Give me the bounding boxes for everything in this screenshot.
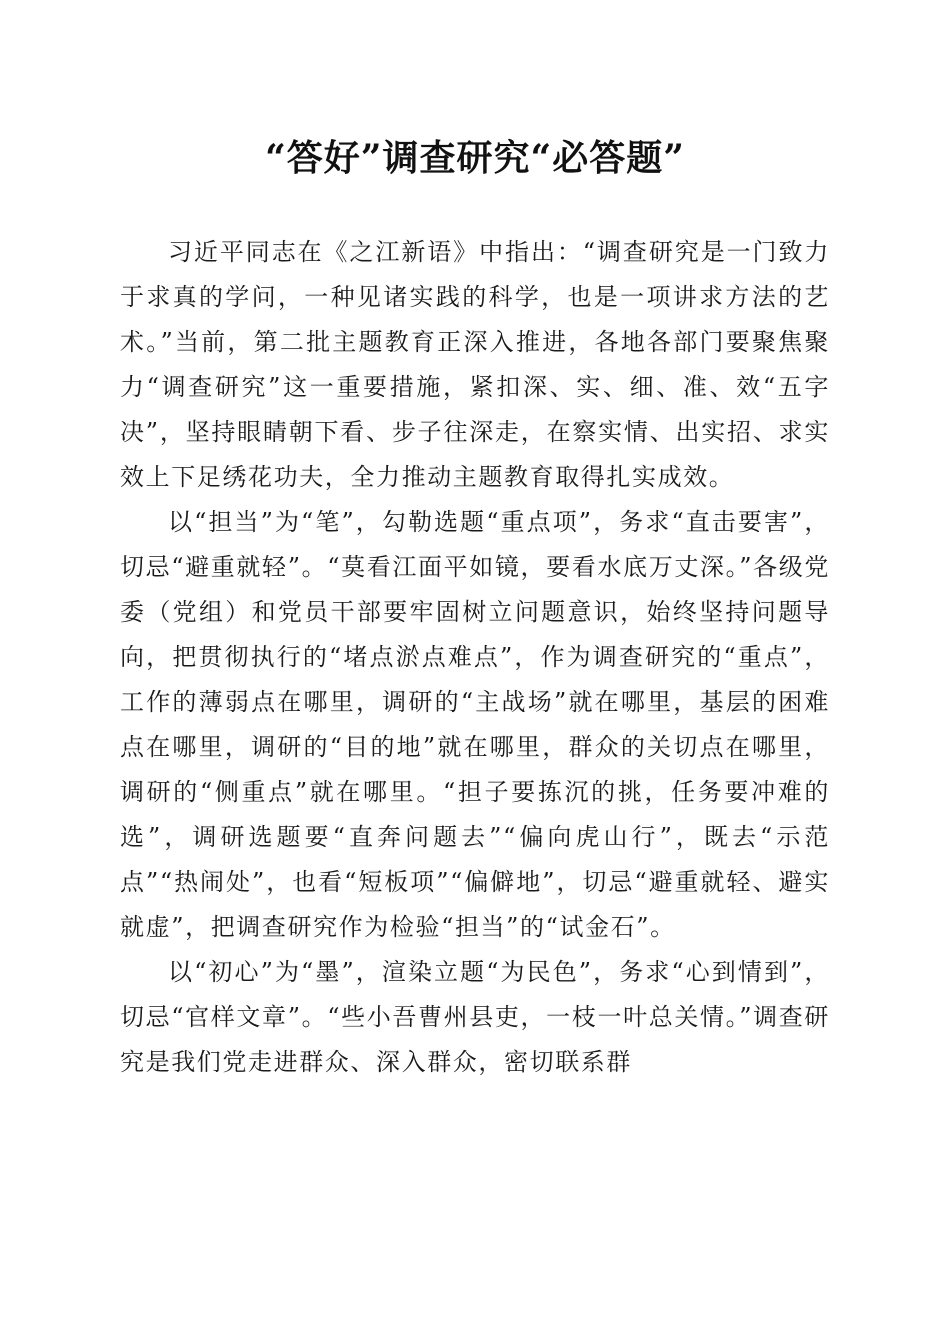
paragraph-1: 习近平同志在《之江新语》中指出：“调查研究是一门致力于求真的学问，一种见诸实践的科学，也是一项讲求方法的艺术。”当前，第二批主题教育正深入推进，各地各部门要聚焦聚力“调查研究”这一重要措施，紧扣深、实、细、准、效“五字决”，坚持眼睛朝下看、步子往深走，在察实情、出实招、求实效上下足绣花功夫，全力推动主题教育取得扎实成效。: [120, 238, 830, 491]
document-body: [120, 230, 830, 1085]
document-title: “答好”调查研究“必答题”: [265, 137, 685, 179]
paragraph-2: 以“担当”为“笔”，勾勒选题“重点项”，务求“直击要害”，切忌“避重就轻”。“莫看江面平如镜，要看水底万丈深。”各级党委（党组）和党员干部要牢固树立问题意识，始终坚持问题导向，把贯彻执行的“堵点淤点难点”，作为调查研究的“重点”，工作的薄弱点在哪里，调研的“主战场”就在哪里，基层的困难点在哪里，调研的“目的地”就在哪里，群众的关切点在哪里，调研的“侧重点”就在哪里。“担子要拣沉的挑，任务要冲难的选”，调研选题要“直奔问题去”“偏向虎山行”，既去“示范点”“热闹处”，也看“短板项”“偏僻地”，切忌“避重就轻、避实就虚”，把调查研究作为检验“担当”的“试金石”。: [120, 508, 830, 941]
paragraph-3: 以“初心”为“墨”，渲染立题“为民色”，务求“心到情到”，切忌“官样文章”。“些小吾曹州县吏，一枝一叶总关情。”调查研究是我们党走进群众、深入群众，密切联系群: [120, 958, 830, 1076]
